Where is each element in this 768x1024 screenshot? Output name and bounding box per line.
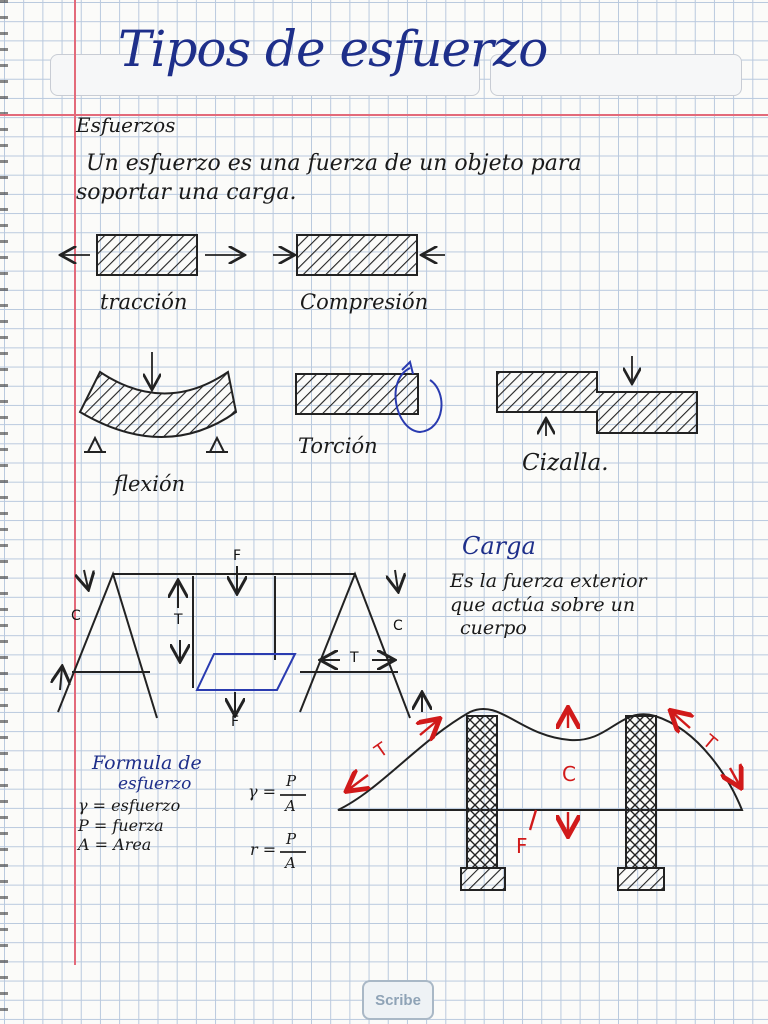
definition-line-1: Un esfuerzo es una fuerza de un objeto para — [86, 151, 582, 176]
carga-line-2: que actúa sobre un — [450, 594, 636, 616]
frame-label-f-bottom: F — [231, 714, 240, 730]
caption-flexion: flexión — [114, 472, 186, 496]
bridge-label-f: F — [516, 834, 528, 858]
scribe-logo-badge: Scribe — [362, 980, 434, 1020]
formula-def-1: γ = esfuerzo — [78, 796, 181, 815]
carga-heading: Carga — [462, 532, 536, 560]
formula-denominator-2: A — [285, 854, 296, 872]
torcion-diagram — [296, 362, 441, 432]
formula-heading-1: Formula de — [92, 752, 202, 774]
caption-traccion: tracción — [100, 290, 188, 314]
formula-eq2-symbol: r = — [250, 840, 277, 859]
bridge-diagram — [338, 709, 742, 890]
formula-denominator: A — [285, 797, 296, 815]
frame-label-f-top: F — [233, 548, 242, 564]
formula-numerator-2: P — [286, 830, 297, 848]
formula-def-2: P = fuerza — [78, 816, 164, 835]
flexion-diagram — [80, 352, 236, 452]
frame-label-t-left: T — [174, 612, 183, 628]
carga-line-1: Es la fuerza exterior — [450, 570, 647, 592]
frame-label-t-mid: T — [350, 650, 359, 666]
bridge-label-c: C — [562, 762, 576, 786]
bridge-label-t-left: T — [370, 738, 393, 763]
formula-def-3: A = Area — [78, 835, 152, 854]
definition-line-2: soportar una carga. — [76, 180, 297, 205]
frame-label-c-left: C — [71, 608, 81, 624]
compresion-diagram — [273, 235, 445, 275]
formula-heading-2: esfuerzo — [118, 774, 192, 794]
section-heading: Esfuerzos — [76, 113, 176, 137]
page-title: Tipos de esfuerzo — [118, 20, 548, 78]
carga-line-3: cuerpo — [460, 617, 527, 639]
traccion-diagram — [62, 235, 243, 275]
formula-numerator: P — [286, 772, 297, 790]
frame-diagram — [58, 566, 422, 718]
caption-compresion: Compresión — [300, 290, 429, 314]
formula-eq-symbol: γ = — [248, 782, 277, 801]
frame-label-c-right: C — [393, 618, 403, 634]
caption-cizalla: Cizalla. — [522, 450, 609, 476]
cizalla-diagram — [497, 356, 697, 436]
bridge-label-t-right: T — [698, 730, 721, 755]
caption-torcion: Torción — [298, 434, 378, 458]
